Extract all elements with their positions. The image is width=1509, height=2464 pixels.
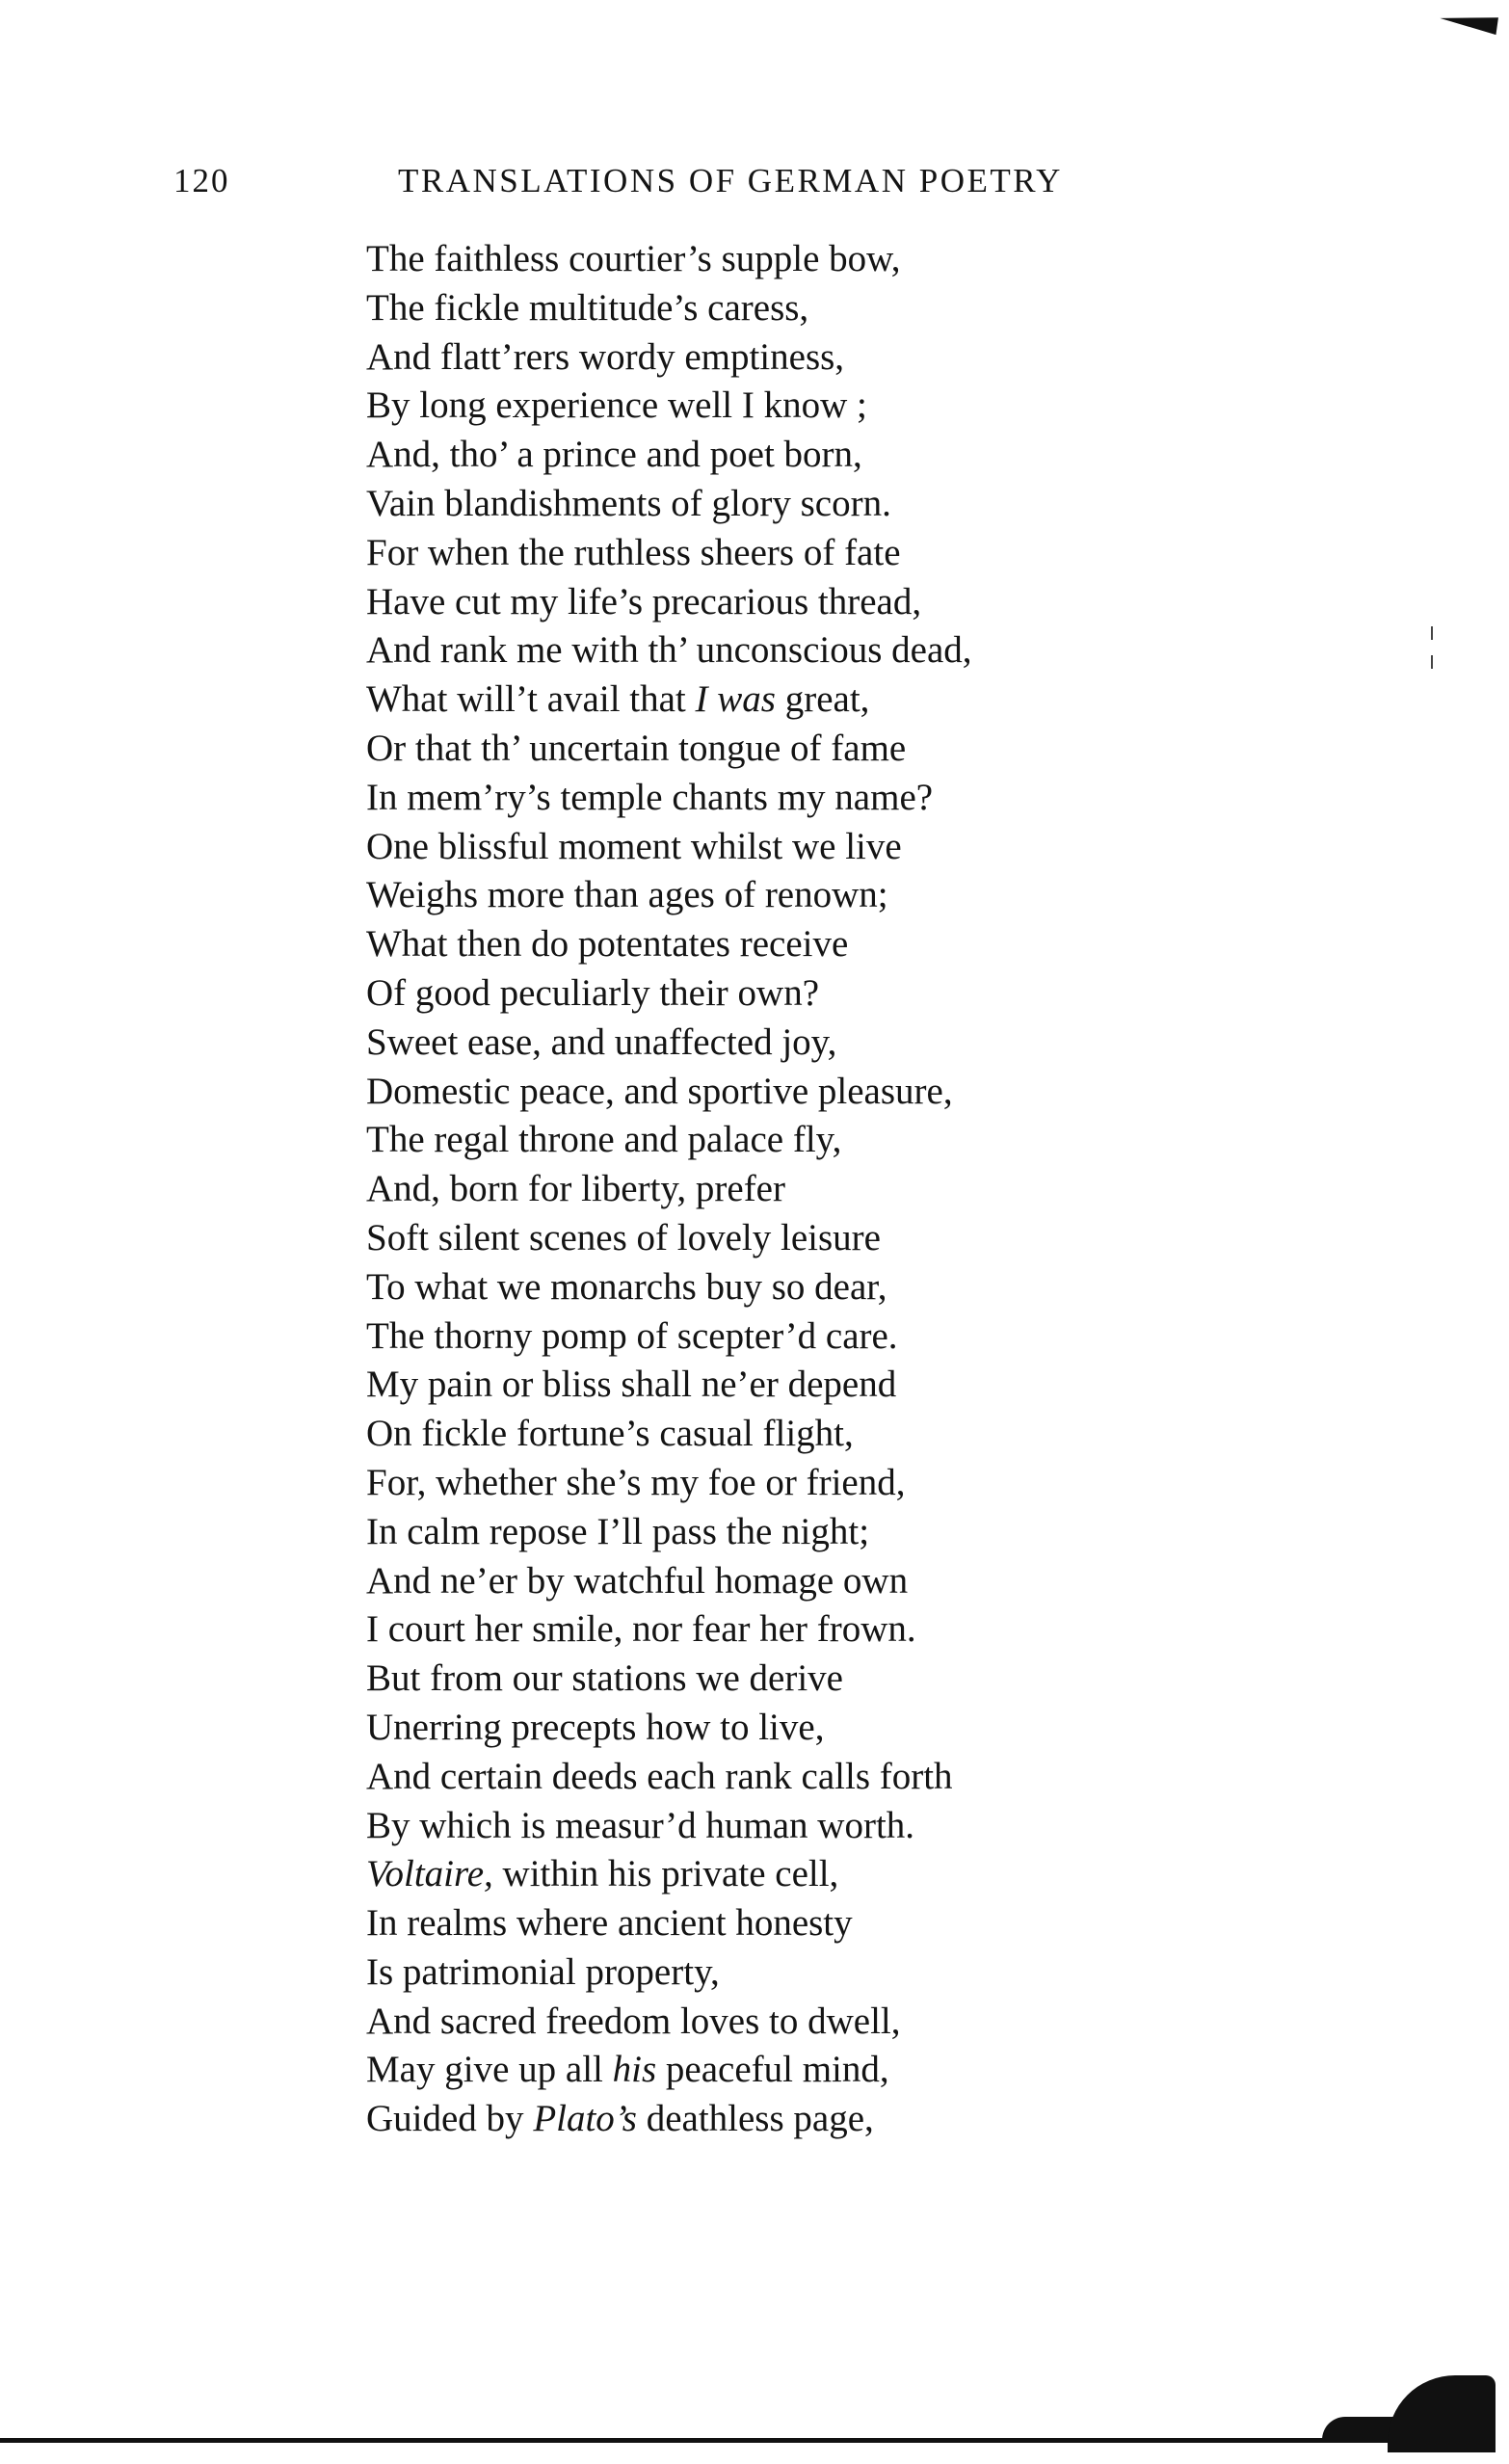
- poem-text: [366, 235, 1233, 2144]
- verse-line: One blissful moment whilst we live: [366, 825, 902, 867]
- italic-phrase: his: [612, 2049, 657, 2091]
- verse-line: Unerring precepts how to live,: [366, 1706, 825, 1748]
- verse-line: [366, 676, 1233, 725]
- page-number: 120: [173, 162, 230, 199]
- verse-line: The regal throne and palace fly,: [366, 1119, 842, 1161]
- verse-line: The faithless courtier’s supple bow,: [366, 238, 901, 279]
- verse-line: [366, 2095, 1233, 2144]
- italic-phrase: Voltaire,: [366, 1853, 493, 1895]
- verse-line: For when the ruthless sheers of fate: [366, 531, 901, 573]
- verse-line: And rank me with th’ unconscious dead,: [366, 629, 972, 672]
- verse-line: What then do potentates receive: [366, 923, 849, 966]
- verse-line: Of good peculiarly their own?: [366, 971, 820, 1014]
- verse-line: On fickle fortune’s casual flight,: [366, 1413, 854, 1455]
- verse-line: And flatt’rers wordy emptiness,: [366, 335, 845, 378]
- italic-phrase: I was: [695, 678, 776, 721]
- verse-line: In realms where ancient honesty: [366, 1902, 853, 1945]
- bottom-rule: [0, 2438, 1416, 2443]
- verse-text: peaceful mind,: [665, 2049, 889, 2091]
- verse-line: Is patrimonial property,: [366, 1950, 720, 1993]
- verse-line: In mem’ry’s temple chants my name?: [366, 776, 934, 818]
- verse-line: The fickle multitude’s caress,: [366, 286, 809, 329]
- verse-line: Sweet ease, and unaffected joy,: [366, 1020, 837, 1063]
- verse-line: Vain blandishments of glory scorn.: [366, 482, 891, 524]
- verse-text: May give up all: [366, 2049, 603, 2091]
- italic-phrase: Plato’s: [533, 2098, 637, 2140]
- bottom-blot: [1388, 2375, 1496, 2452]
- verse-line: But from our stations we derive: [366, 1657, 843, 1700]
- verse-line: My pain or bliss shall ne’er depend: [366, 1364, 897, 1406]
- verse-line: And, tho’ a prince and poet born,: [366, 434, 862, 476]
- verse-line: And, born for liberty, prefer: [366, 1168, 785, 1210]
- verse-line: And ne’er by watchful homage own: [366, 1559, 909, 1602]
- verse-text: Guided by: [366, 2098, 524, 2140]
- verse-line: Domestic peace, and sportive pleasure,: [366, 1070, 953, 1112]
- verse-line: By long experience well I know ;: [366, 384, 867, 427]
- verse-line: And sacred freedom loves to dwell,: [366, 2000, 901, 2042]
- verse-line: [366, 2046, 1233, 2095]
- verse-line: [366, 1850, 1233, 1899]
- verse-text: What will’t avail that: [366, 678, 686, 721]
- verse-line: And certain deeds each rank calls forth: [366, 1755, 953, 1797]
- verse-line: To what we monarchs buy so dear,: [366, 1265, 887, 1308]
- margin-tick: [1431, 655, 1433, 669]
- verse-line: Or that th’ uncertain tongue of fame: [366, 727, 907, 769]
- verse-line: Soft silent scenes of lovely leisure: [366, 1216, 881, 1258]
- corner-mark: [1439, 10, 1498, 35]
- verse-line: By which is measur’d human worth.: [366, 1804, 915, 1846]
- verse-line: I court her smile, nor fear her frown.: [366, 1608, 916, 1651]
- verse-text: deathless page,: [646, 2098, 874, 2140]
- verse-text: within his private cell,: [502, 1853, 839, 1895]
- verse-line: Weighs more than ages of renown;: [366, 874, 888, 916]
- margin-tick: [1431, 626, 1433, 640]
- verse-line: For, whether she’s my foe or friend,: [366, 1461, 906, 1503]
- verse-line: In calm repose I’ll pass the night;: [366, 1510, 870, 1552]
- verse-line: The thorny pomp of scepter’d care.: [366, 1314, 898, 1357]
- verse-line: Have cut my life’s precarious thread,: [366, 580, 922, 623]
- verse-text: great,: [784, 678, 870, 721]
- running-head: TRANSLATIONS OF GERMAN POETRY: [398, 162, 1063, 199]
